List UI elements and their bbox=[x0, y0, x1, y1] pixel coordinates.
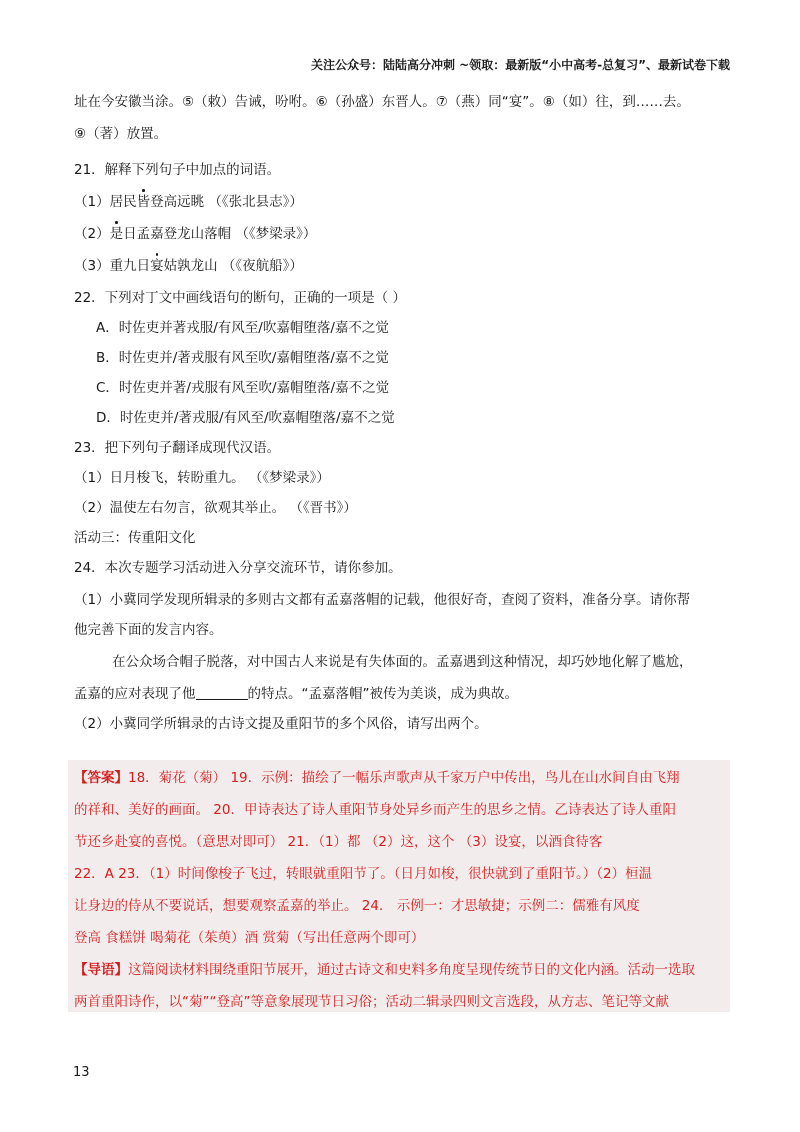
answer-tag: 【答案】 bbox=[74, 770, 128, 786]
text: 孟嘉的应对表现了他 bbox=[74, 686, 196, 702]
answer-line-6: 登高 食糕饼 喝菊花（茱萸）酒 赏菊（写出任意两个即可） bbox=[74, 930, 425, 946]
question-23-item-1: （1）日月梭飞，转盼重九。 （《梦梁录》） bbox=[74, 470, 330, 486]
question-24-item-1-line-2: 他完善下面的发言内容。 bbox=[74, 622, 223, 638]
question-22-option-d: D．时佐吏并/著戎服/有风至/吹嘉帽堕落/嘉不之觉 bbox=[96, 410, 395, 426]
text: （3）重九日 bbox=[74, 258, 151, 274]
fill-in-blank bbox=[196, 685, 248, 700]
question-24: 24．本次专题学习活动进入分享交流环节，请你参加。 bbox=[74, 560, 402, 576]
question-23: 23．把下列句子翻译成现代汉语。 bbox=[74, 440, 281, 456]
question-23-item-2: （2）温使左右勿言，欲观其举止。 （《晋书》） bbox=[74, 500, 357, 516]
question-22: 22．下列对丁文中画线语句的断句，正确的一项是（ ） bbox=[74, 290, 406, 306]
text: （1）居民 bbox=[74, 194, 137, 210]
question-24-item-2: （2）小冀同学所辑录的古诗文提及重阳节的多个风俗，请写出两个。 bbox=[74, 716, 488, 732]
guide-line-1 bbox=[74, 960, 695, 980]
note-line-2: ⑨（著）放置。 bbox=[74, 126, 168, 142]
answer-line-4: 22．A 23．（1）时间像梭子飞过，转眼就重阳节了。（日月如梭，很快就到了重阳节。）（2）桓温 bbox=[74, 866, 653, 882]
answer-line-2: 的祥和、美好的画面。 20．甲诗表达了诗人重阳节身处异乡而产生的思乡之情。乙诗表达了诗人重阳 bbox=[74, 802, 676, 818]
question-24-item-1-line-1: （1）小冀同学发现所辑录的多则古文都有孟嘉落帽的记载，他很好奇，查阅了资料，准备分享。请你帮 bbox=[74, 592, 691, 608]
speech-paragraph-line-1: 在公众场合帽子脱落，对中国古人来说是有失体面的。孟嘉遇到这种情况，却巧妙地化解了尴尬， bbox=[112, 654, 693, 670]
guide-tag: 【导语】 bbox=[74, 962, 128, 978]
text: 18．菊花（菊） 19．示例：描绘了一幅乐声歌声从千家万户中传出，鸟儿在山水间自由飞翔 bbox=[128, 770, 680, 786]
question-22-option-c: C．时佐吏并著/戎服有风至吹/嘉帽堕落/嘉不之觉 bbox=[96, 380, 390, 396]
question-21-item-3 bbox=[74, 256, 303, 276]
page-number: 13 bbox=[73, 1065, 90, 1080]
note-line-1: 址在今安徽当涂。⑤（敕）告诫，吩咐。⑥（孙盛）东晋人。⑦（燕）同“宴”。⑧（如）往，到……去。 bbox=[74, 94, 690, 110]
question-21-item-2 bbox=[74, 224, 316, 244]
question-22-option-a: A．时佐吏并著戎服/有风至/吹嘉帽堕落/嘉不之觉 bbox=[96, 320, 389, 336]
dotted-word: 皆 bbox=[136, 194, 151, 210]
text: 登高远眺 （《张北县志》） bbox=[150, 194, 303, 210]
text: 日孟嘉登龙山落帽 （《梦梁录》） bbox=[123, 226, 317, 242]
guide-line-2: 两首重阳诗作，以“菊”“登高”等意象展现节日习俗；活动二辑录四则文言选段，从方志、笔记等文献 bbox=[74, 994, 669, 1010]
text: 姑孰龙山 （《夜航船》） bbox=[163, 258, 303, 274]
text: 这篇阅读材料围绕重阳节展开，通过古诗文和史料多角度呈现传统节日的文化内涵。活动一选取 bbox=[128, 962, 695, 978]
text: （2） bbox=[74, 226, 110, 242]
answer-line-1 bbox=[74, 768, 680, 788]
speech-paragraph-line-2 bbox=[74, 684, 518, 704]
question-21-item-1 bbox=[74, 192, 303, 212]
dotted-word: 宴 bbox=[150, 258, 164, 274]
question-22-option-b: B．时佐吏并/著戎服有风至吹/嘉帽堕落/嘉不之觉 bbox=[96, 350, 389, 366]
page-header: 关注公众号：陆陆高分冲刺 ~领取：最新版“小中高考-总复习”、最新试卷下载 bbox=[311, 58, 730, 72]
answer-line-5: 让身边的侍从不要说话，想要观察孟嘉的举止。 24． 示例一：才思敏捷；示例二：儒雅有风度 bbox=[74, 898, 640, 914]
dotted-word: 是 bbox=[109, 226, 124, 242]
activity-3-heading: 活动三：传重阳文化 bbox=[74, 530, 196, 546]
question-21: 21．解释下列句子中加点的词语。 bbox=[74, 162, 281, 178]
answer-line-3: 节还乡赴宴的喜悦。（意思对即可） 21．（1）都 （2）这，这个 （3）设宴，以酒食待客 bbox=[74, 834, 603, 850]
text: 的特点。“孟嘉落帽”被传为美谈，成为典故。 bbox=[247, 686, 518, 702]
